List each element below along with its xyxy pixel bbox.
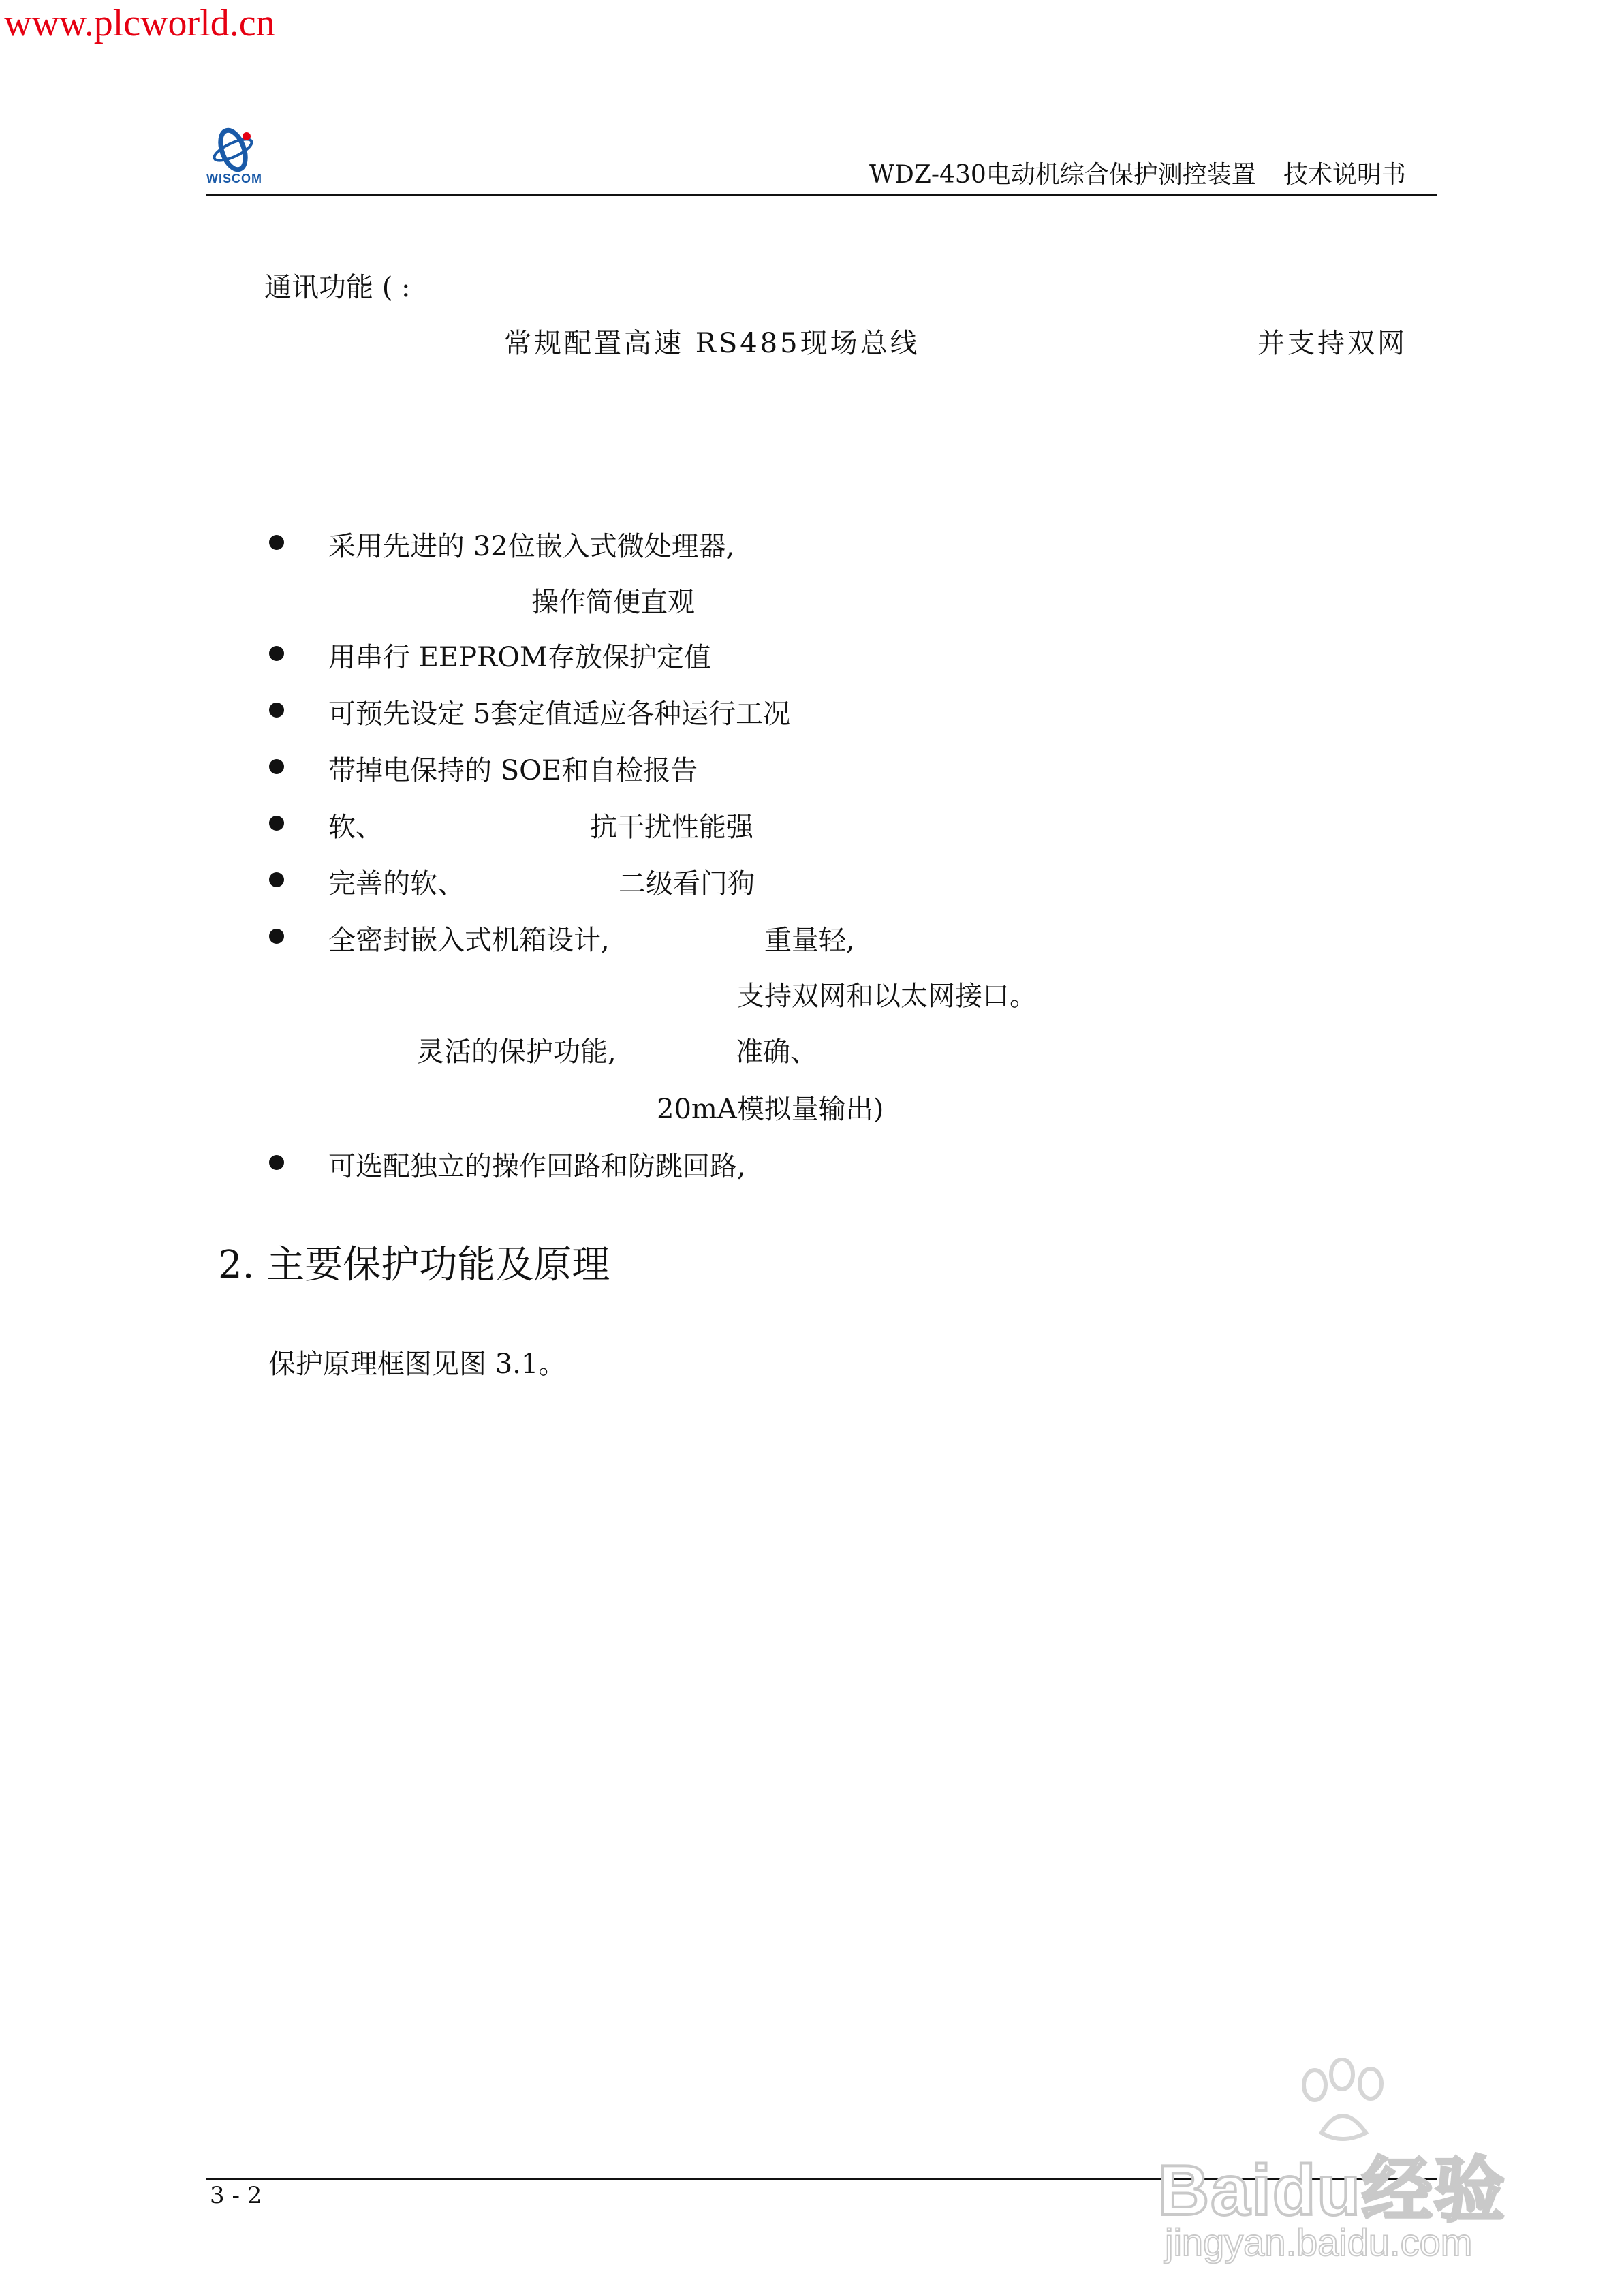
comm-label: 通讯功能 ( : — [264, 272, 411, 303]
feature-item: 可预先设定 5套定值适应各种运行工况 — [328, 698, 791, 730]
feature-item-cont: 重量轻, — [764, 925, 855, 956]
logo-text: WISCOM — [206, 172, 262, 185]
page-number: 3 - 2 — [210, 2182, 262, 2209]
feature-continuation: 操作简便直观 — [531, 587, 695, 618]
comm-line-left: 常规配置高速 RS485现场总线 — [504, 328, 920, 359]
feature-item: 全密封嵌入式机箱设计, — [328, 925, 610, 956]
section-body: 保护原理框图见图 3.1。 — [268, 1349, 566, 1380]
bullet-icon — [269, 535, 284, 550]
comm-line-right: 并支持双网 — [1258, 328, 1407, 359]
section-heading: 2. 主要保护功能及原理 — [218, 1243, 610, 1287]
feature-item-cont: 抗干扰性能强 — [590, 812, 753, 843]
header-rule — [206, 194, 1437, 196]
feature-item: 采用先进的 32位嵌入式微处理器, — [328, 531, 735, 562]
feature-item: 带掉电保持的 SOE和自检报告 — [328, 755, 698, 786]
feature-continuation: 支持双网和以太网接口。 — [737, 981, 1037, 1012]
baidu-url: jingyan.baidu.com — [1165, 2221, 1473, 2264]
header-doc-type: 技术说明书 — [1283, 161, 1407, 189]
bullet-icon — [269, 1155, 284, 1170]
bullet-icon — [269, 703, 284, 718]
baidu-watermark — [1158, 2058, 1567, 2276]
feature-item: 可选配独立的操作回路和防跳回路, — [328, 1151, 746, 1182]
bullet-icon — [269, 929, 284, 944]
bullet-icon — [269, 872, 284, 887]
watermark-url: www.plcworld.cn — [4, 2, 275, 44]
feature-continuation: 20mA模拟量输出) — [657, 1094, 884, 1125]
bullet-icon — [269, 816, 284, 831]
header-title: WDZ-430电动机综合保护测控装置 — [869, 161, 1256, 189]
bullet-icon — [269, 646, 284, 661]
baidu-brand: Baidu经验 — [1158, 2151, 1506, 2230]
feature-item-cont: 二级看门狗 — [619, 868, 755, 899]
feature-item: 用串行 EEPROM存放保护定值 — [328, 642, 711, 673]
feature-continuation: 准确、 — [736, 1036, 817, 1068]
feature-continuation: 灵活的保护功能, — [417, 1036, 616, 1068]
feature-item: 完善的软、 — [328, 868, 465, 899]
bullet-icon — [269, 759, 284, 774]
feature-item: 软、 — [328, 812, 383, 843]
